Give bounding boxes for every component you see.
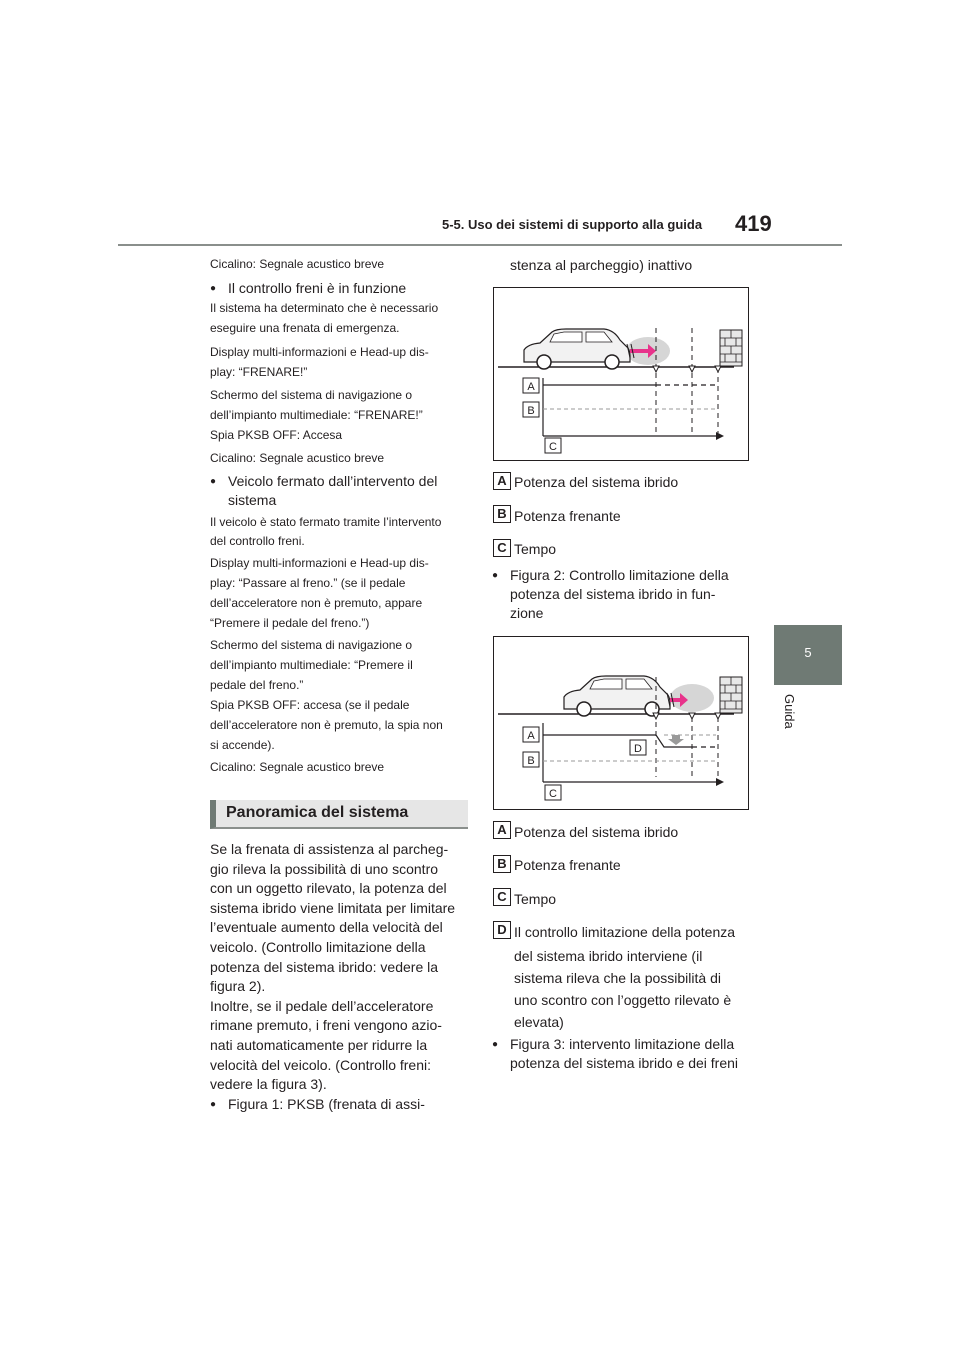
paragraph: eseguire una frenata di emergenza. — [210, 321, 400, 335]
paragraph: Cicalino: Segnale acustico breve — [210, 760, 385, 774]
wall-icon — [720, 677, 742, 713]
paragraph: Spia PKSB OFF: Accesa — [210, 428, 343, 442]
figure-1 — [493, 287, 749, 461]
bullet-item-cont: potenza del sistema ibrido in fun- — [510, 586, 716, 602]
section-heading — [210, 800, 468, 829]
wall-icon — [720, 330, 742, 366]
label-a: A — [527, 381, 535, 393]
car-icon — [564, 676, 670, 716]
chapter-label: Guida — [782, 694, 797, 729]
legend-line: elevata) — [514, 1014, 564, 1030]
legend-badge-d: D — [493, 921, 511, 939]
paragraph: Cicalino: Segnale acustico breve — [210, 451, 385, 465]
label-b: B — [527, 405, 535, 417]
figure-2 — [493, 636, 749, 810]
chapter-tab[interactable]: 5 — [774, 625, 842, 685]
legend-text: Potenza frenante — [514, 857, 621, 873]
body-line: rimane premuto, i freni vengono azio- — [210, 1017, 442, 1034]
paragraph: Schermo del sistema di navigazione o — [210, 638, 413, 652]
body-line: l’eventuale aumento della velocità del — [210, 919, 443, 936]
paragraph: Display multi-informazioni e Head-up dis- — [210, 556, 429, 570]
bullet-item-cont: zione — [510, 605, 544, 621]
paragraph: Display multi-informazioni e Head-up dis- — [210, 345, 429, 359]
legend-text: Potenza del sistema ibrido — [514, 824, 679, 840]
legend-text: Tempo — [514, 891, 557, 907]
body-text — [210, 840, 455, 1095]
figure-1-diagram — [494, 288, 748, 460]
body-line: con un oggetto rilevato, la potenza del — [210, 880, 447, 897]
legend-badge-c: C — [493, 539, 511, 557]
body-line: figura 2). — [210, 978, 266, 995]
legend-line: del sistema ibrido interviene (il — [514, 948, 703, 964]
bullet-item: ● Veicolo fermato dall’intervento del — [228, 472, 437, 491]
paragraph: pedale del freno.” — [210, 678, 304, 692]
paragraph: dell’impianto multimediale: “FRENARE!” — [210, 408, 423, 422]
legend-text: Potenza del sistema ibrido — [514, 474, 679, 490]
paragraph: Spia PKSB OFF: accesa (se il pedale — [210, 698, 410, 712]
bullet-item: ● Figura 3: intervento limitazione della — [510, 1035, 734, 1054]
legend-line: uno scontro con l’oggetto rilevato è — [514, 992, 732, 1008]
section-title: 5-5. Uso dei sistemi di supporto alla guida — [442, 217, 703, 232]
body-line: Se la frenata di assistenza al parcheg- — [210, 841, 449, 857]
body-line: velocità del veicolo. (Controllo freni: — [210, 1056, 431, 1073]
section-heading-text: Panoramica del sistema — [226, 804, 409, 821]
car-icon — [524, 329, 630, 369]
bullet-item: ● Figura 2: Controllo limitazione della — [510, 566, 729, 585]
legend-badge-b: B — [493, 855, 511, 873]
paragraph: “Premere il pedale del freno.”) — [210, 616, 370, 630]
header-rule — [118, 244, 842, 246]
paragraph: Cicalino: Segnale acustico breve — [210, 257, 385, 271]
bullet-item-cont: sistema — [228, 492, 277, 508]
paragraph: dell’acceleratore non è premuto, la spia non — [210, 718, 443, 732]
legend-badge-c: C — [493, 888, 511, 906]
paragraph: dell’acceleratore non è premuto, appare — [210, 596, 423, 610]
body-line: Inoltre, se il pedale dell’acceleratore — [210, 997, 434, 1014]
bullet-item-cont: potenza del sistema ibrido e dei freni — [510, 1055, 739, 1071]
legend-badge-b: B — [493, 505, 511, 523]
legend-text-cont — [514, 945, 731, 1033]
legend-badge-a: A — [493, 472, 511, 490]
body-line: potenza del sistema ibrido: vedere la — [210, 958, 439, 975]
label-c: C — [549, 441, 557, 453]
body-line: gio rileva la possibilità di uno scontro — [210, 860, 439, 877]
paragraph: dell’impianto multimediale: “Premere il — [210, 658, 413, 672]
legend-text: Tempo — [514, 541, 557, 557]
legend-text: Il controllo limitazione della potenza — [514, 924, 736, 940]
page-number: 419 — [735, 211, 772, 236]
body-line: sistema ibrido viene limitata per limitare — [210, 899, 456, 916]
legend-text: Potenza frenante — [514, 508, 621, 524]
bullet-item: ● Figura 1: PKSB (frenata di assi- — [228, 1095, 425, 1114]
label-d: D — [634, 743, 642, 755]
paragraph: play: “Passare al freno.” (se il pedale — [210, 576, 406, 590]
label-b: B — [527, 755, 535, 767]
paragraph: del controllo freni. — [210, 534, 305, 548]
figure-2-diagram — [494, 637, 748, 809]
body-line: nati automaticamente per ridurre la — [210, 1036, 428, 1053]
legend-badge-a: A — [493, 821, 511, 839]
paragraph: si accende). — [210, 738, 275, 752]
body-line: vedere la figura 3). — [210, 1076, 327, 1093]
paragraph: stenza al parcheggio) inattivo — [510, 257, 693, 273]
paragraph: Il veicolo è stato fermato tramite l’intervento — [210, 515, 442, 529]
paragraph: Schermo del sistema di navigazione o — [210, 388, 413, 402]
paragraph: Il sistema ha determinato che è necessario — [210, 301, 439, 315]
body-line: veicolo. (Controllo limitazione della — [210, 938, 426, 955]
legend-line: sistema rileva che la possibilità di — [514, 970, 721, 986]
bullet-item: ● Il controllo freni è in funzione — [228, 279, 406, 298]
label-c: C — [549, 788, 557, 800]
paragraph: play: “FRENARE!” — [210, 365, 308, 379]
label-a: A — [527, 730, 535, 742]
